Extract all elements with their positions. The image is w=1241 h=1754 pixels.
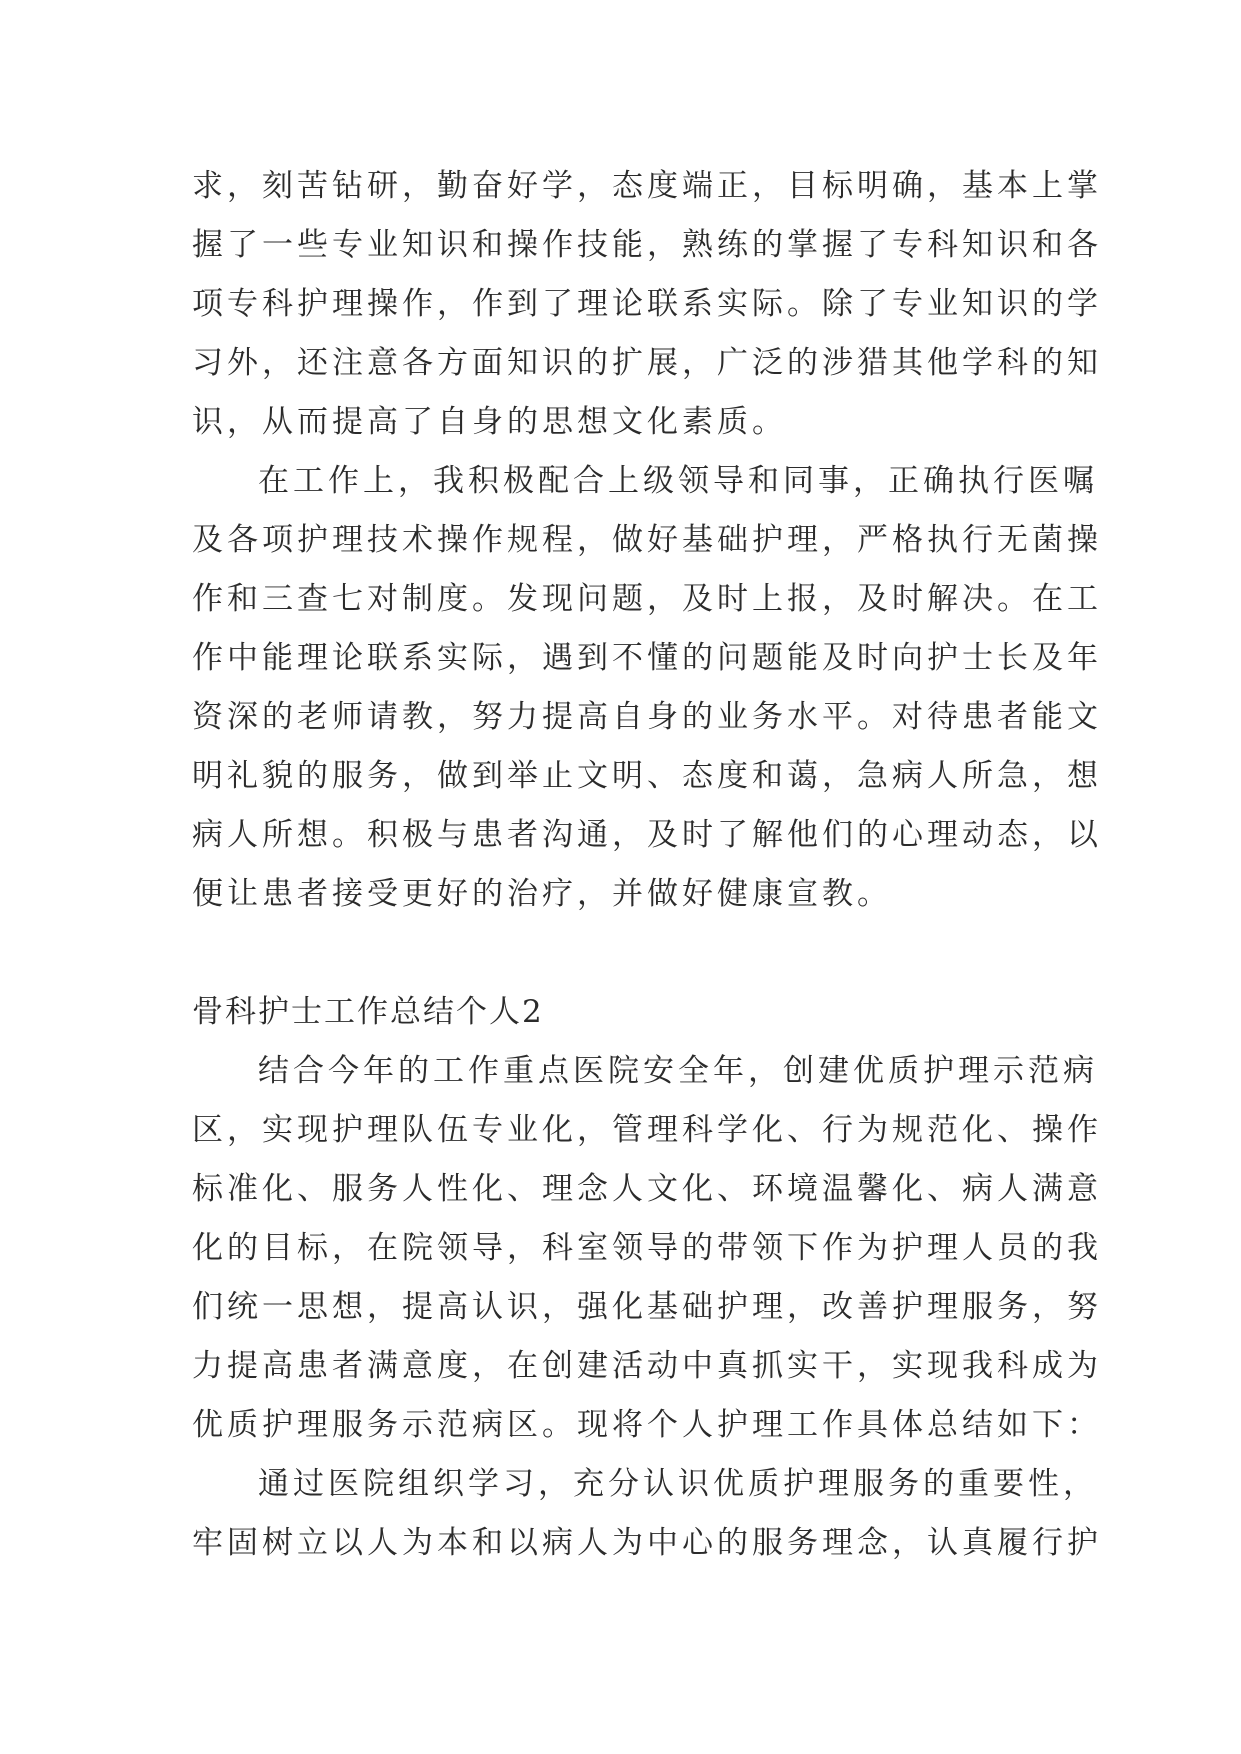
text-line: 优质护理服务示范病区。现将个人护理工作具体总结如下： (192, 1407, 1102, 1443)
text-line: 在工作上，我积极配合上级领导和同事，正确执行医嘱 (258, 463, 1098, 499)
text-line: 握了一些专业知识和操作技能，熟练的掌握了专科知识和各 (192, 227, 1102, 263)
document-body (192, 157, 1102, 1573)
text-line: 标准化、服务人性化、理念人文化、环境温馨化、病人满意 (192, 1171, 1102, 1207)
paragraph-work (192, 452, 1102, 924)
text-line: 资深的老师请教，努力提高自身的业务水平。对待患者能文 (192, 699, 1102, 735)
text-line: 力提高患者满意度，在创建活动中真抓实干，实现我科成为 (192, 1348, 1102, 1384)
text-line: 及各项护理技术操作规程，做好基础护理，严格执行无菌操 (192, 522, 1102, 558)
text-line: 病人所想。积极与患者沟通，及时了解他们的心理动态，以 (192, 817, 1102, 853)
text-line: 结合今年的工作重点医院安全年，创建优质护理示范病 (258, 1053, 1098, 1089)
text-line: 明礼貌的服务，做到举止文明、态度和蔼，急病人所急，想 (192, 758, 1102, 794)
section-heading: 骨科护士工作总结个人2 (192, 994, 544, 1030)
text-line: 项专科护理操作，作到了理论联系实际。除了专业知识的学 (192, 286, 1102, 322)
paragraph-learning (192, 1455, 1102, 1573)
text-line: 作中能理论联系实际，遇到不懂的问题能及时向护士长及年 (192, 640, 1102, 676)
text-line: 区，实现护理队伍专业化，管理科学化、行为规范化、操作 (192, 1112, 1102, 1148)
text-line: 化的目标，在院领导，科室领导的带领下作为护理人员的我 (192, 1230, 1102, 1266)
text-line: 识，从而提高了自身的思想文化素质。 (192, 404, 787, 440)
text-line: 牢固树立以人为本和以病人为中心的服务理念，认真履行护 (192, 1525, 1102, 1561)
paragraph-goals (192, 1042, 1102, 1455)
paragraph-study (192, 157, 1102, 452)
text-line: 通过医院组织学习，充分认识优质护理服务的重要性， (258, 1466, 1098, 1502)
text-line: 作和三查七对制度。发现问题，及时上报，及时解决。在工 (192, 581, 1102, 617)
text-line: 习外，还注意各方面知识的扩展，广泛的涉猎其他学科的知 (192, 345, 1102, 381)
text-line: 求，刻苦钻研，勤奋好学，态度端正，目标明确，基本上掌 (192, 168, 1102, 204)
text-line: 便让患者接受更好的治疗，并做好健康宣教。 (192, 876, 892, 912)
text-line: 们统一思想，提高认识，强化基础护理，改善护理服务，努 (192, 1289, 1102, 1325)
paragraph-spacer (192, 924, 1048, 983)
